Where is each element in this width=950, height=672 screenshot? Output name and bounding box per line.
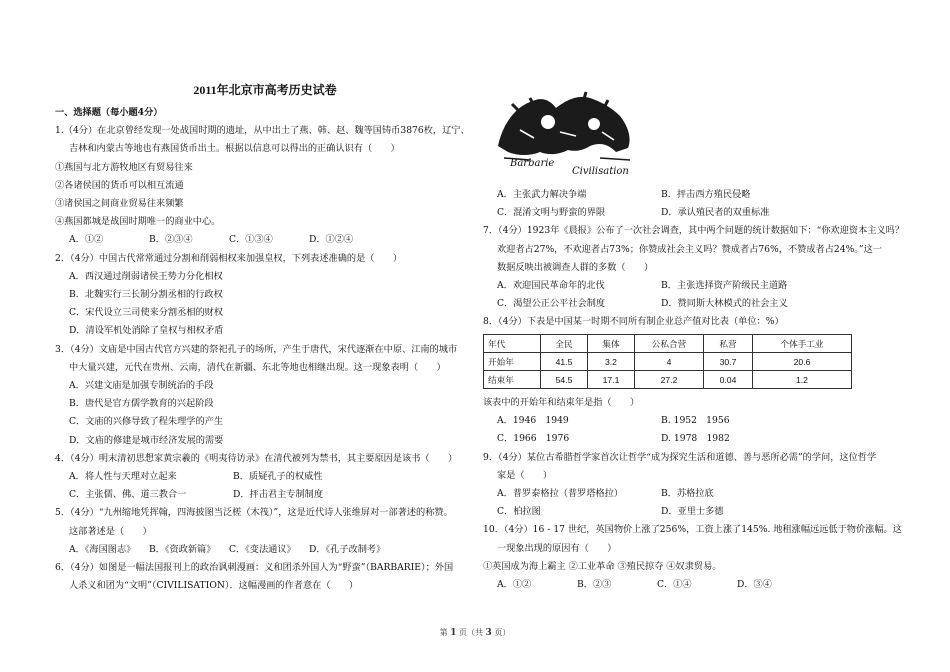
q9-option-b: B．苏格拉底	[661, 488, 714, 500]
table-header-cell: 集体	[588, 335, 635, 353]
q2-option-d: D．清设军机处消除了皇权与相权矛盾	[69, 325, 224, 337]
q5-options	[55, 541, 475, 559]
q2-stem: 2．（4分）中国古代常常通过分割和削弱相权来加强皇权，下列表述准确的是（ ）	[55, 252, 403, 264]
q6-stem-1: 6．（4分）如图是一幅法国报刊上的政治讽刺漫画：义和团杀外国人为“野蛮”（BARBARIE）；外国	[55, 562, 454, 574]
q6-options-row-2	[483, 204, 913, 222]
q4-option-b: B．质疑孔子的权威性	[233, 471, 323, 483]
q10-items: ①英国成为海上霸主 ②工业革命 ③殖民掠夺 ④奴隶贸易。	[483, 560, 722, 572]
q4-option-a: A．将人性与天理对立起来	[69, 471, 177, 483]
q3-option-a: A．兴建文庙是加强专制统治的手段	[69, 380, 214, 392]
q1-line: 1.（4分）在北京曾经发现一处战国时期的遗址，从中出土了燕、韩、赵、魏等国铸币3876枚，辽宁、	[55, 125, 470, 137]
q3-option-d: D．文庙的修建是城市经济发展的需要	[69, 434, 224, 446]
table-cell: 开始年	[484, 353, 541, 371]
table-cell: 20.6	[753, 353, 852, 371]
q5-stem-2: 这部著述是（ ）	[69, 525, 152, 537]
q8-option-d: D. 1978 1982	[661, 433, 730, 445]
q6-option-d: D．承认殖民者的双重标准	[661, 207, 770, 219]
left-column	[55, 104, 475, 595]
q10-stem-1: 10．（4分）16 - 17 世纪，英国物价上涨了256%，工资上涨了145%. 地租涨幅远远低于物价涨幅。这	[483, 524, 902, 536]
q8-stem: 8．（4分）下表是中国某一时期不同所有制企业总产值对比表（单位：%）	[483, 316, 784, 328]
right-column-top	[483, 186, 913, 332]
q1-line: ③诸侯国之间商业贸易往来频繁	[55, 198, 184, 210]
q9-options-row-1	[483, 485, 913, 503]
q6-option-c: C．混淆文明与野蛮的界限	[497, 207, 606, 219]
table-row	[484, 371, 852, 389]
satirical-cartoon-image	[490, 86, 640, 176]
cartoon-label-barbarie: Barbarie	[510, 158, 555, 169]
footer-text: 页（共	[459, 628, 483, 637]
q5-stem-1: 5．（4分）“九州缩地凭挥翰，四海披图当泛槎（木筏）”，这是近代诗人张维屏对一部著述的称赞。	[55, 507, 453, 519]
page-title: 2011年北京市高考历史试卷	[193, 83, 337, 97]
table-header-cell: 年代	[484, 335, 541, 353]
q3-stem-2: 中大量兴建，元代在贵州、云南，清代在新疆、东北等地也相继出现。这一现象表明（ ）	[69, 361, 446, 373]
q7-stem-3: 数据反映出被调查人群的多数（ ）	[497, 261, 654, 273]
q3-option-b: B．唐代是官方儒学教育的兴起阶段	[69, 398, 214, 410]
q10-option-d: D．③④	[737, 579, 772, 591]
table-cell: 27.2	[635, 371, 704, 389]
table-cell: 41.5	[541, 353, 588, 371]
q5-option-d: D．《孔子改制考》	[309, 543, 386, 555]
table-header-cell: 全民	[541, 335, 588, 353]
q6-options-row-1	[483, 186, 913, 204]
question-1	[55, 122, 475, 231]
q2-option-c: C．宋代设立三司使来分割丞相的财权	[69, 307, 224, 319]
q9-stem-1: 9．（4分）某位古希腊哲学家首次让哲学“成为探究生活和道德、善与恶所必需”的学问，这位哲学	[483, 451, 877, 463]
right-column-bottom	[483, 394, 913, 594]
q2-option-a: A．西汉通过削弱诸侯王势力分化相权	[69, 270, 223, 282]
q10-option-b: B．②③	[577, 579, 612, 591]
table-header-cell: 个体手工业	[753, 335, 852, 353]
table-cell: 1.2	[753, 371, 852, 389]
q7-options-row-2	[483, 295, 913, 313]
footer-total-pages: 3	[485, 628, 492, 638]
q8-ownership-table	[483, 334, 852, 389]
q6-option-b: B．抨击西方殖民侵略	[661, 189, 751, 200]
q3-option-c: C．文庙的兴修导致了程朱理学的产生	[69, 416, 224, 428]
q4-option-c: C．主张儒、佛、道三教合一	[69, 489, 187, 501]
table-header-cell: 公私合营	[635, 335, 704, 353]
table-row	[484, 353, 852, 371]
q8-options-row-2	[483, 430, 913, 448]
q8-after-table: 该表中的开始年和结束年是指（ ）	[483, 397, 640, 408]
q9-stem-2: 家是（ ）	[497, 469, 553, 481]
q9-option-c: C．柏拉图	[497, 506, 541, 518]
q2-option-b: B．北魏实行三长制分割丞相的行政权	[69, 289, 223, 301]
cartoon-label-civilisation: Civilisation	[572, 166, 629, 176]
q3-stem-1: 3．（4分）文庙是中国古代官方兴建的祭祀孔子的场所，产生于唐代，宋代逐渐在中原、江南的城市	[55, 343, 458, 355]
q7-stem-1: 7．（4分）1923年《晨报》公布了一次社会调查，其中两个问题的统计数据如下：“你欢迎资本主义吗？	[483, 225, 905, 237]
table-cell: 54.5	[541, 371, 588, 389]
q7-stem-2: 欢迎者占27%，不欢迎者占73%；你赞成社会主义吗？赞成者占76%，不赞成者占24%。”这一	[497, 243, 882, 255]
q4-options-row-1	[55, 468, 475, 486]
table-cell: 30.7	[704, 353, 753, 371]
q9-option-a: A．普罗泰格拉（普罗塔格拉）	[497, 488, 624, 500]
q1-line: ④燕国都城是战国时期唯一的商业中心。	[55, 216, 221, 228]
q1-line: ②各诸侯国的货币可以相互流通	[55, 179, 184, 191]
footer-text: 第	[439, 628, 448, 637]
q1-line: 吉林和内蒙古等地也有燕国货币出土。根据以信息可以得出的正确认识有（ ）	[69, 143, 400, 155]
table-header-cell: 私营	[704, 335, 753, 353]
q7-option-b: B．主张选择资产阶级民主道路	[661, 280, 788, 292]
q8-option-c: C．1966 1976	[497, 433, 570, 445]
table-cell: 3.2	[588, 353, 635, 371]
q1-option-d: D．①②④	[309, 234, 354, 246]
table-cell: 17.1	[588, 371, 635, 389]
q10-options	[483, 576, 913, 594]
q1-option-a: A．①②	[69, 234, 104, 246]
table-cell: 0.04	[704, 371, 753, 389]
q9-options-row-2	[483, 503, 913, 521]
q10-stem-2: 一现象出现的原因有（ ）	[497, 542, 617, 554]
q8-option-a: A．1946 1949	[497, 415, 569, 427]
q1-line: ①燕国与北方游牧地区有贸易往来	[55, 161, 193, 173]
q10-option-a: A．①②	[497, 579, 532, 591]
q5-option-a: A．《海国图志》	[69, 543, 136, 555]
q7-option-a: A．欢迎国民革命年的北伐	[497, 280, 605, 292]
q10-option-c: C．①④	[657, 579, 692, 591]
q6-stem-2: 人杀义和团为“文明”（CIVILISATION）．这幅漫画的作者意在（ ）	[69, 580, 359, 592]
q8-option-b: B. 1952 1956	[661, 415, 730, 427]
q7-options-row-1	[483, 277, 913, 295]
q7-option-c: C．渴望公正公平社会制度	[497, 298, 606, 310]
q8-options-row-1	[483, 412, 913, 430]
section-heading: 一、选择题（每小题4分）	[55, 107, 163, 118]
q4-stem: 4．（4分）明末清初思想家黄宗羲的《明夷待访录》在清代被列为禁书，其主要原因是该书（ ）	[55, 452, 458, 464]
page-footer	[0, 627, 950, 638]
table-header-row	[484, 335, 852, 353]
q9-option-d: D．亚里士多德	[661, 506, 724, 518]
q1-option-c: C．①③④	[229, 234, 273, 246]
footer-page-number: 1	[450, 628, 457, 638]
q6-option-a: A．主张武力解决争端	[497, 189, 587, 200]
footer-text: 页）	[494, 628, 511, 637]
q1-options	[55, 231, 475, 249]
q1-option-b: B．②③④	[149, 234, 193, 246]
q4-options-row-2	[55, 486, 475, 504]
q4-option-d: D．抨击君主专制制度	[233, 489, 324, 501]
table-cell: 4	[635, 353, 704, 371]
table-cell: 结束年	[484, 371, 541, 389]
q5-option-b: B．《资政新篇》	[149, 543, 216, 555]
q7-option-d: D．赞同斯大林模式的社会主义	[661, 298, 788, 310]
q5-option-c: C．《变法通议》	[229, 543, 296, 555]
